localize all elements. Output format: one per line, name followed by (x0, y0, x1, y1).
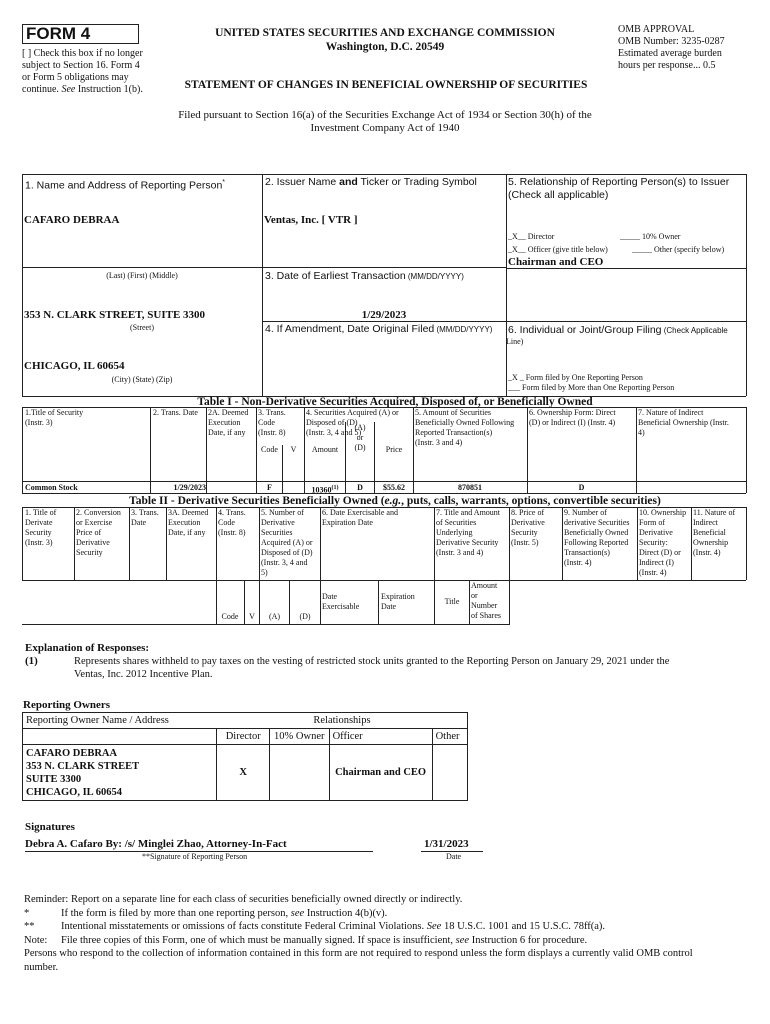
t1-row-owned: 870851 (458, 483, 482, 492)
t2-col11-header: 11. Nature of Indirect Beneficial Ownership (Instr. 4) (693, 508, 736, 557)
t1-sub-aord: (A) or (D) (354, 423, 366, 452)
reporting-owners-table (22, 712, 468, 801)
t1-col5-header: 5. Amount of Securities Beneficially Owned Following Reported Transaction(s) (Instr. 3 and 4) (415, 408, 515, 447)
t2-sub-exercisable: Date Exercisable (322, 592, 360, 611)
reporting-person-street: 353 N. CLARK STREET, SUITE 3300 (24, 309, 206, 321)
one-reporting-person-option[interactable]: _X _ Form filed by One Reporting Person (508, 373, 643, 382)
t2-sub-title: Title (444, 597, 460, 606)
signature-date: 1/31/2023 (424, 838, 469, 850)
t2-col3-header: 3. Trans. Date (131, 508, 159, 527)
agency-name: UNITED STATES SECURITIES AND EXCHANGE COMMISSION (215, 27, 555, 39)
filed-pursuant: Filed pursuant to Section 16(a) of the Securities Exchange Act of 1934 or Section 30(h) of the Investment Company Act of 1940 (178, 109, 592, 134)
t2-col8-header: 8. Price of Derivative Security (Instr. 5) (511, 508, 545, 547)
t1-row-date: 1/29/2023 (173, 483, 206, 492)
t1-sub-code: Code (261, 445, 278, 454)
t2-sub-d: (D) (299, 612, 311, 621)
other-header: Other (432, 729, 467, 745)
officer-checkbox[interactable]: _X__ Officer (give title below) (508, 245, 608, 254)
t1-col4-header: 4. Securities Acquired (A) or Disposed of (D) (Instr. 3, 4 and 5) (306, 408, 399, 437)
officer-header: Officer (329, 729, 432, 745)
owner-address: CAFARO DEBRAA 353 N. CLARK STREET SUITE 3300 CHICAGO, IL 60654 (23, 745, 217, 801)
checkbox-note: [ ] Check this box if no longer subject to Section 16. Form 4 or Form 5 obligations may continue. See Instruction 1(b). (22, 48, 143, 95)
footnote-text: Represents shares withheld to pay taxes on the vesting of restricted stock units granted to the Reporting Person on January 29, 2021 under the Ventas, Inc. 2012 Incentive Plan. (74, 656, 670, 680)
reporting-person-name: CAFARO DEBRAA (24, 214, 120, 226)
box1-label: 1. Name and Address of Reporting Person* (25, 179, 226, 192)
t2-col4-header: 4. Trans. Code (Instr. 8) (218, 508, 246, 537)
omb-approval: OMB APPROVAL OMB Number: 3235-0287 Estimated average burden hours per response... 0.5 (618, 24, 725, 71)
t1-sub-price: Price (385, 445, 403, 454)
relationships-header: Relationships (217, 713, 468, 729)
name-parts-label: (Last) (First) (Middle) (106, 271, 178, 280)
box5-label: 5. Relationship of Reporting Person(s) to Issuer (Check all applicable) (508, 176, 730, 201)
persons-notice: Persons who respond to the collection of information contained in this form are not required to respond unless the form displays a currently valid OMB control number. (24, 948, 693, 973)
other-checkbox[interactable]: _____ Other (specify below) (632, 245, 725, 254)
t1-sub-amount: Amount (311, 445, 339, 454)
t2-col7-header: 7. Title and Amount of Securities Underlying Derivative Security (Instr. 3 and 4) (436, 508, 501, 557)
director-mark: X (217, 745, 270, 801)
t1-sub-v: V (290, 445, 297, 454)
box6-label: 6. Individual or Joint/Group Filing (Check Applicable (508, 324, 728, 336)
t2-col5-header: 5. Number of Derivative Securities Acquired (A) or Disposed of (D) (Instr. 3, 4 and 5) (261, 508, 313, 577)
t2-col3a-header: 3A. Deemed Execution Date, if any (168, 508, 209, 537)
t1-row-price: $55.62 (383, 483, 405, 492)
t2-col10-header: 10. Ownership Form of Derivative Security: Direct (D) or Indirect (I) (Instr. 4) (639, 508, 687, 577)
t2-col9-header: 9. Number of derivative Securities Beneficially Owned Following Reported Transaction(s) (Instr. 4) (564, 508, 630, 567)
statement-title: STATEMENT OF CHANGES IN BENEFICIAL OWNERSHIP OF SECURITIES (184, 79, 588, 91)
t1-row-form: D (578, 483, 585, 492)
t2-sub-v: V (249, 612, 255, 621)
footer-instructions: Reminder: Report on a separate line for each class of securities beneficially owned directly or indirectly. * If the form is filed by more than one reporting person, see Instruction 4(b)(v). ** Intentional misstatements or omissions of facts constitute Federal Criminal Violations. See 18 U.S.C. 1001 and 15 U.S.C. 78ff(a). Note: File three copies of this Form, one of which must be manually signed. If space is insufficient, see Instruction 6 for procedure. Persons who respond to the collection of information contained in this form are not required to respond unless the form displays a currently valid OMB control number. (24, 893, 754, 974)
signatures-heading: Signatures (25, 821, 75, 833)
t2-sub-code: Code (221, 612, 239, 621)
director-header: Director (217, 729, 270, 745)
t2-col2-header: 2. Conversion or Exercise Price of Derivative Security (76, 508, 121, 557)
earliest-transaction-date: 1/29/2023 (361, 309, 407, 321)
t1-col1-header: 1.Title of Security (Instr. 3) (25, 408, 84, 427)
owner-name-header: Reporting Owner Name / Address (23, 713, 217, 729)
t1-col7-header: 7. Nature of Indirect Beneficial Ownership (Instr. 4) (638, 408, 729, 437)
reporting-owners-heading: Reporting Owners (23, 699, 111, 711)
t1-col6-header: 6. Ownership Form: Direct (D) or Indirect (I) (Instr. 4) (529, 408, 616, 427)
director-checkbox[interactable]: _X__ Director (508, 232, 555, 241)
t2-sub-a: (A) (268, 612, 281, 621)
signer-name: Debra A. Cafaro By: /s/ Minglei Zhao, Attorney-In-Fact (25, 838, 287, 850)
t2-col1-header: 1. Title of Derivate Security (Instr. 3) (25, 508, 57, 547)
t2-col6-header: 6. Date Exercisable and Expiration Date (322, 508, 398, 527)
t2-sub-expiration: Expiration Date (381, 592, 415, 611)
t1-row-amount: 10360$^{(1)}$ (311, 485, 339, 495)
officer-title-cell: Chairman and CEO (329, 745, 432, 801)
t1-row-security: Common Stock (25, 483, 78, 492)
footnote-number: (1) (25, 655, 38, 667)
issuer-name: Ventas, Inc. [ VTR ] (264, 214, 358, 226)
box6-label-line: Line) (506, 337, 524, 346)
more-reporting-persons-option[interactable]: ___ Form filed by More than One Reporting Person (508, 383, 675, 392)
ten-pct-owner-header: 10% Owner (269, 729, 329, 745)
ten-pct-owner-cell (269, 745, 329, 801)
street-label: (Street) (130, 323, 154, 332)
officer-title: Chairman and CEO (508, 256, 604, 268)
signature-label: **Signature of Reporting Person (142, 852, 248, 861)
t1-col2-header: 2. Trans. Date (153, 408, 198, 417)
box3-label: 3. Date of Earliest Transaction (MM/DD/YYYY) (265, 270, 464, 282)
box2-label: 2. Issuer Name and Ticker or Trading Symbol (265, 176, 477, 188)
t1-col3-header: 3. Trans. Code (Instr. 8) (258, 408, 286, 437)
table1-title: Table I - Non-Derivative Securities Acquired, Disposed of, or Beneficially Owned (197, 396, 593, 408)
t1-row-aord: D (357, 483, 363, 492)
other-cell (432, 745, 467, 801)
t1-row-code: F (267, 483, 272, 492)
t2-sub-amount: Amount or Number of Shares (471, 581, 501, 620)
date-label: Date (446, 852, 462, 861)
reminder-text: Reminder: Report on a separate line for each class of securities beneficially owned directly or indirectly. (24, 894, 463, 905)
agency-city: Washington, D.C. 20549 (325, 41, 445, 53)
ten-pct-owner-checkbox[interactable]: _____ 10% Owner (620, 232, 681, 241)
reporting-person-city: CHICAGO, IL 60654 (24, 360, 125, 372)
t1-col2a-header: 2A. Deemed Execution Date, if any (208, 408, 249, 437)
city-label: (City) (State) (Zip) (111, 375, 173, 384)
table2-title: Table II - Derivative Securities Beneficially Owned (e.g., puts, calls, warrants, options, convertible securities) (129, 495, 661, 507)
form-title: FORM 4 (22, 24, 139, 44)
explanation-heading: Explanation of Responses: (25, 642, 150, 654)
box4-label: 4. If Amendment, Date Original Filed (MM/DD/YYYY) (265, 323, 493, 335)
